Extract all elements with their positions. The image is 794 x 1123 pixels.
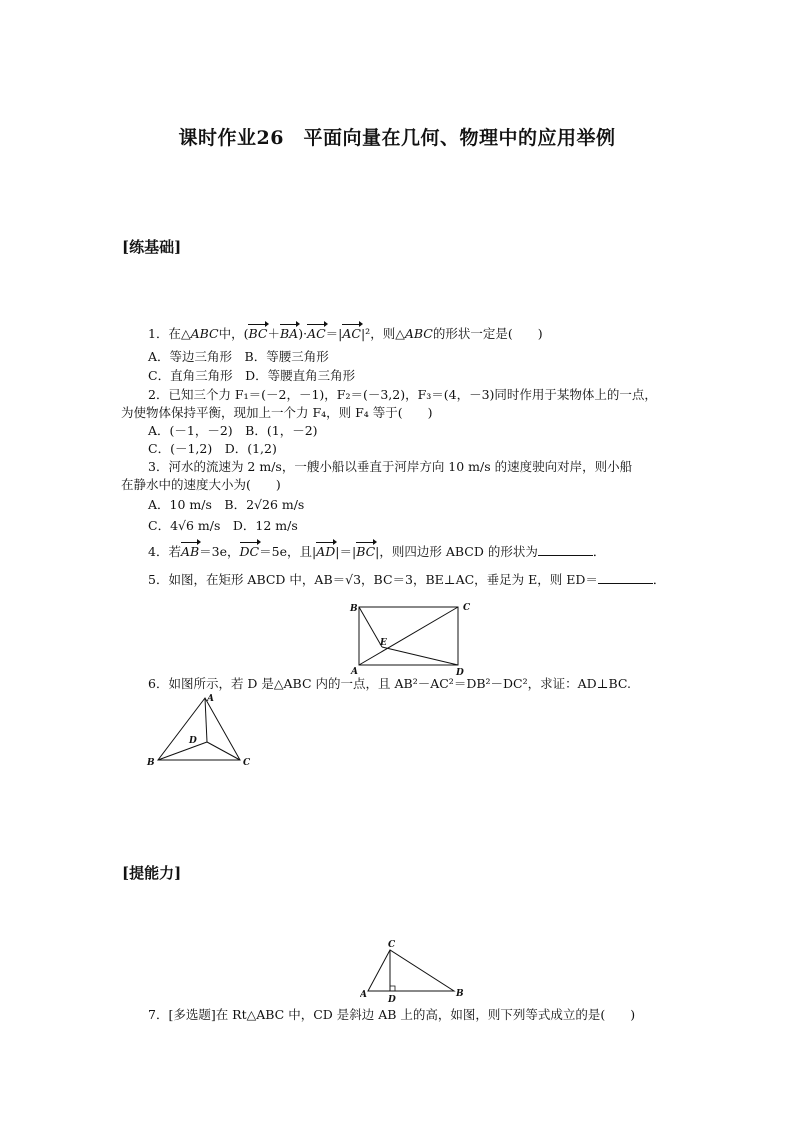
label-d: D [388, 995, 396, 1005]
answer-blank [538, 543, 593, 556]
q1-options-cd: C．直角三角形 D．等腰直角三角形 [148, 368, 356, 383]
label-e: E [380, 638, 387, 648]
vector-ab: AB [180, 544, 200, 559]
vector-bc: BC [356, 544, 376, 559]
label-c: C [463, 603, 471, 613]
label-b: B [147, 758, 155, 768]
section-advanced: [提能力] [122, 864, 182, 882]
question-6: 6．如图所示，若 D 是△ABC 内的一点，且 AB²－AC²＝DB²－DC²，求证：AD⊥BC. [148, 676, 631, 691]
question-2-line1: 2．已知三个力 F₁＝(－2，－1)，F₂＝(－3,2)，F₃＝(4，－3)同时作用于某物体上的一点， [148, 387, 657, 402]
label-a: A [207, 694, 214, 704]
question-3-line1: 3．河水的流速为 2 m/s，一艘小船以垂直于河岸方向 10 m/s 的速度驶向对岸，则小船 [148, 459, 633, 474]
q3-options-ab: A．10 m/s B．2√26 m/s [148, 497, 305, 512]
vector-ac: AC [342, 326, 361, 341]
figure-right-triangle-altitude [360, 936, 470, 1006]
question-3-line2: 在静水中的速度大小为( ) [121, 477, 281, 492]
question-4: 4．若AB＝3e，DC＝5e，且|AD|＝|BC|，则四边形 ABCD 的形状为 ． [148, 544, 606, 559]
question-2-line2: 为使物体保持平衡，现加上一个力 F₄，则 F₄ 等于( ) [121, 405, 433, 420]
figure-triangle-interior-point [144, 692, 264, 772]
label-b: B [456, 989, 464, 999]
q1-options-ab: A．等边三角形 B．等腰三角形 [148, 349, 329, 364]
label-a: A [351, 667, 358, 677]
q2-options-cd: C．(－1,2) D．(1,2) [148, 441, 277, 456]
vector-ba: BA [279, 326, 299, 341]
figure-rectangle [344, 598, 474, 678]
section-basic: [练基础] [122, 238, 182, 256]
answer-blank [598, 571, 653, 584]
q2-options-ab: A．(－1，－2) B．(1，－2) [148, 423, 318, 438]
question-5: 5．如图，在矩形 ABCD 中，AB＝√3，BC＝3，BE⊥AC，垂足为 E，则 ED＝ ． [148, 572, 666, 587]
vector-ac: AC [307, 326, 326, 341]
vector-dc: DC [239, 544, 260, 559]
label-c: C [243, 758, 251, 768]
label-d: D [189, 736, 197, 746]
q3-options-cd: C．4√6 m/s D．12 m/s [148, 518, 298, 533]
page-title: 课时作业26 平面向量在几何、物理中的应用举例 [178, 127, 616, 149]
label-a: A [360, 990, 367, 1000]
label-c: C [388, 940, 396, 950]
vector-ad: AD [316, 544, 336, 559]
question-1: 1．在△ABC中，(BC＋BA)·AC＝|AC|²，则△ABC的形状一定是( ) [148, 326, 543, 341]
question-7: 7．[多选题]在 Rt△ABC 中，CD 是斜边 AB 上的高，如图，则下列等式成立的是( ) [148, 1007, 636, 1022]
label-b: B [350, 604, 358, 614]
label-d: D [456, 668, 464, 678]
vector-bc: BC [248, 326, 268, 341]
